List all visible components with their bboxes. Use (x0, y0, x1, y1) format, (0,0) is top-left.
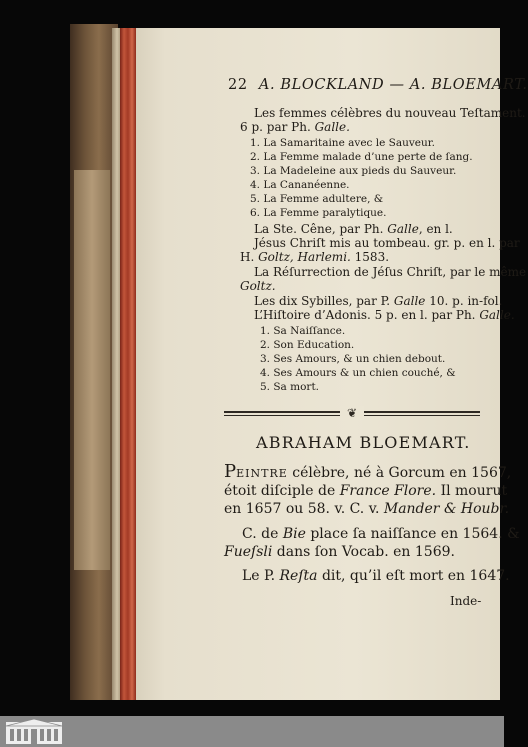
bloemart-paragraph-line: Fueſsli dans ſon Vocab. en 1569. (224, 544, 455, 560)
adonis-item-1: 1. Sa Naiſſance. (260, 325, 346, 337)
women-item-3: 3. La Madeleine aux pieds du Sauveur. (250, 165, 457, 177)
bloemart-paragraph-line: C. de Bie place ſa naiſſance en 1564. & (242, 526, 520, 542)
resurrection-entry-line: Goltz. (240, 279, 276, 293)
women-item-6: 6. La Femme paralytique. (250, 207, 387, 219)
catchword: Inde- (450, 594, 482, 608)
adonis-entry: L’Hiſtoire d’Adonis. 5 p. en l. par Ph. Galle. (254, 308, 515, 322)
page-red-edge (120, 28, 136, 700)
resurrection-entry-line: La Réſurrection de Jéſus Chriſt, par le même (254, 265, 527, 279)
building-icon (4, 718, 64, 745)
women-item-4: 4. La Cananéenne. (250, 179, 350, 191)
cene-entry: La Ste. Cêne, par Ph. Galle, en l. (254, 222, 453, 236)
drop-cap: P (224, 461, 237, 482)
bloemart-paragraph-line: étoit diſciple de France Flore. Il mourut (224, 483, 508, 499)
adonis-item-5: 5. Sa mort. (260, 381, 320, 393)
bloemart-paragraph-line: Le P. Reſta dit, qu’il eſt mort en 1647. (242, 568, 510, 584)
viewer-bottom-bar (0, 716, 504, 747)
bloemart-paragraph-line: PEINTRE célèbre, né à Gorcum en 1567, (224, 461, 512, 482)
adonis-item-2: 2. Son Education. (260, 339, 355, 351)
tomb-entry-line: Jésus Chriſt mis au tombeau. gr. p. en l. par (254, 236, 520, 250)
intro-line: Les femmes célèbres du nouveau Teſtament. (254, 106, 526, 120)
sibyls-entry: Les dix Sybilles, par P. Galle 10. p. in-fol. (254, 294, 503, 308)
running-header (228, 78, 528, 92)
running-title: A. BLOCKLAND — A. BLOEMART. (258, 77, 528, 93)
divider-ornament-icon: ❦ (340, 406, 364, 420)
book-spine-band (74, 170, 110, 570)
women-item-5: 5. La Femme adultere, & (250, 193, 384, 205)
book-page (136, 28, 528, 700)
section-title: ABRAHAM BLOEMART. (256, 433, 471, 452)
women-item-2: 2. La Femme malade d’une perte de ſang. (250, 151, 473, 163)
page-number: 22 (228, 77, 248, 93)
intro-line: 6 p. par Ph. Galle. (240, 120, 350, 134)
tomb-entry-line: H. Goltz, Harlemi. 1583. (240, 250, 390, 264)
bloemart-paragraph-line: en 1657 ou 58. v. C. v. Mander & Houbr. (224, 501, 510, 517)
adonis-item-4: 4. Ses Amours & un chien couché, & (260, 367, 456, 379)
women-item-1: 1. La Samaritaine avec le Sauveur. (250, 137, 435, 149)
adonis-item-3: 3. Ses Amours, & un chien debout. (260, 353, 446, 365)
